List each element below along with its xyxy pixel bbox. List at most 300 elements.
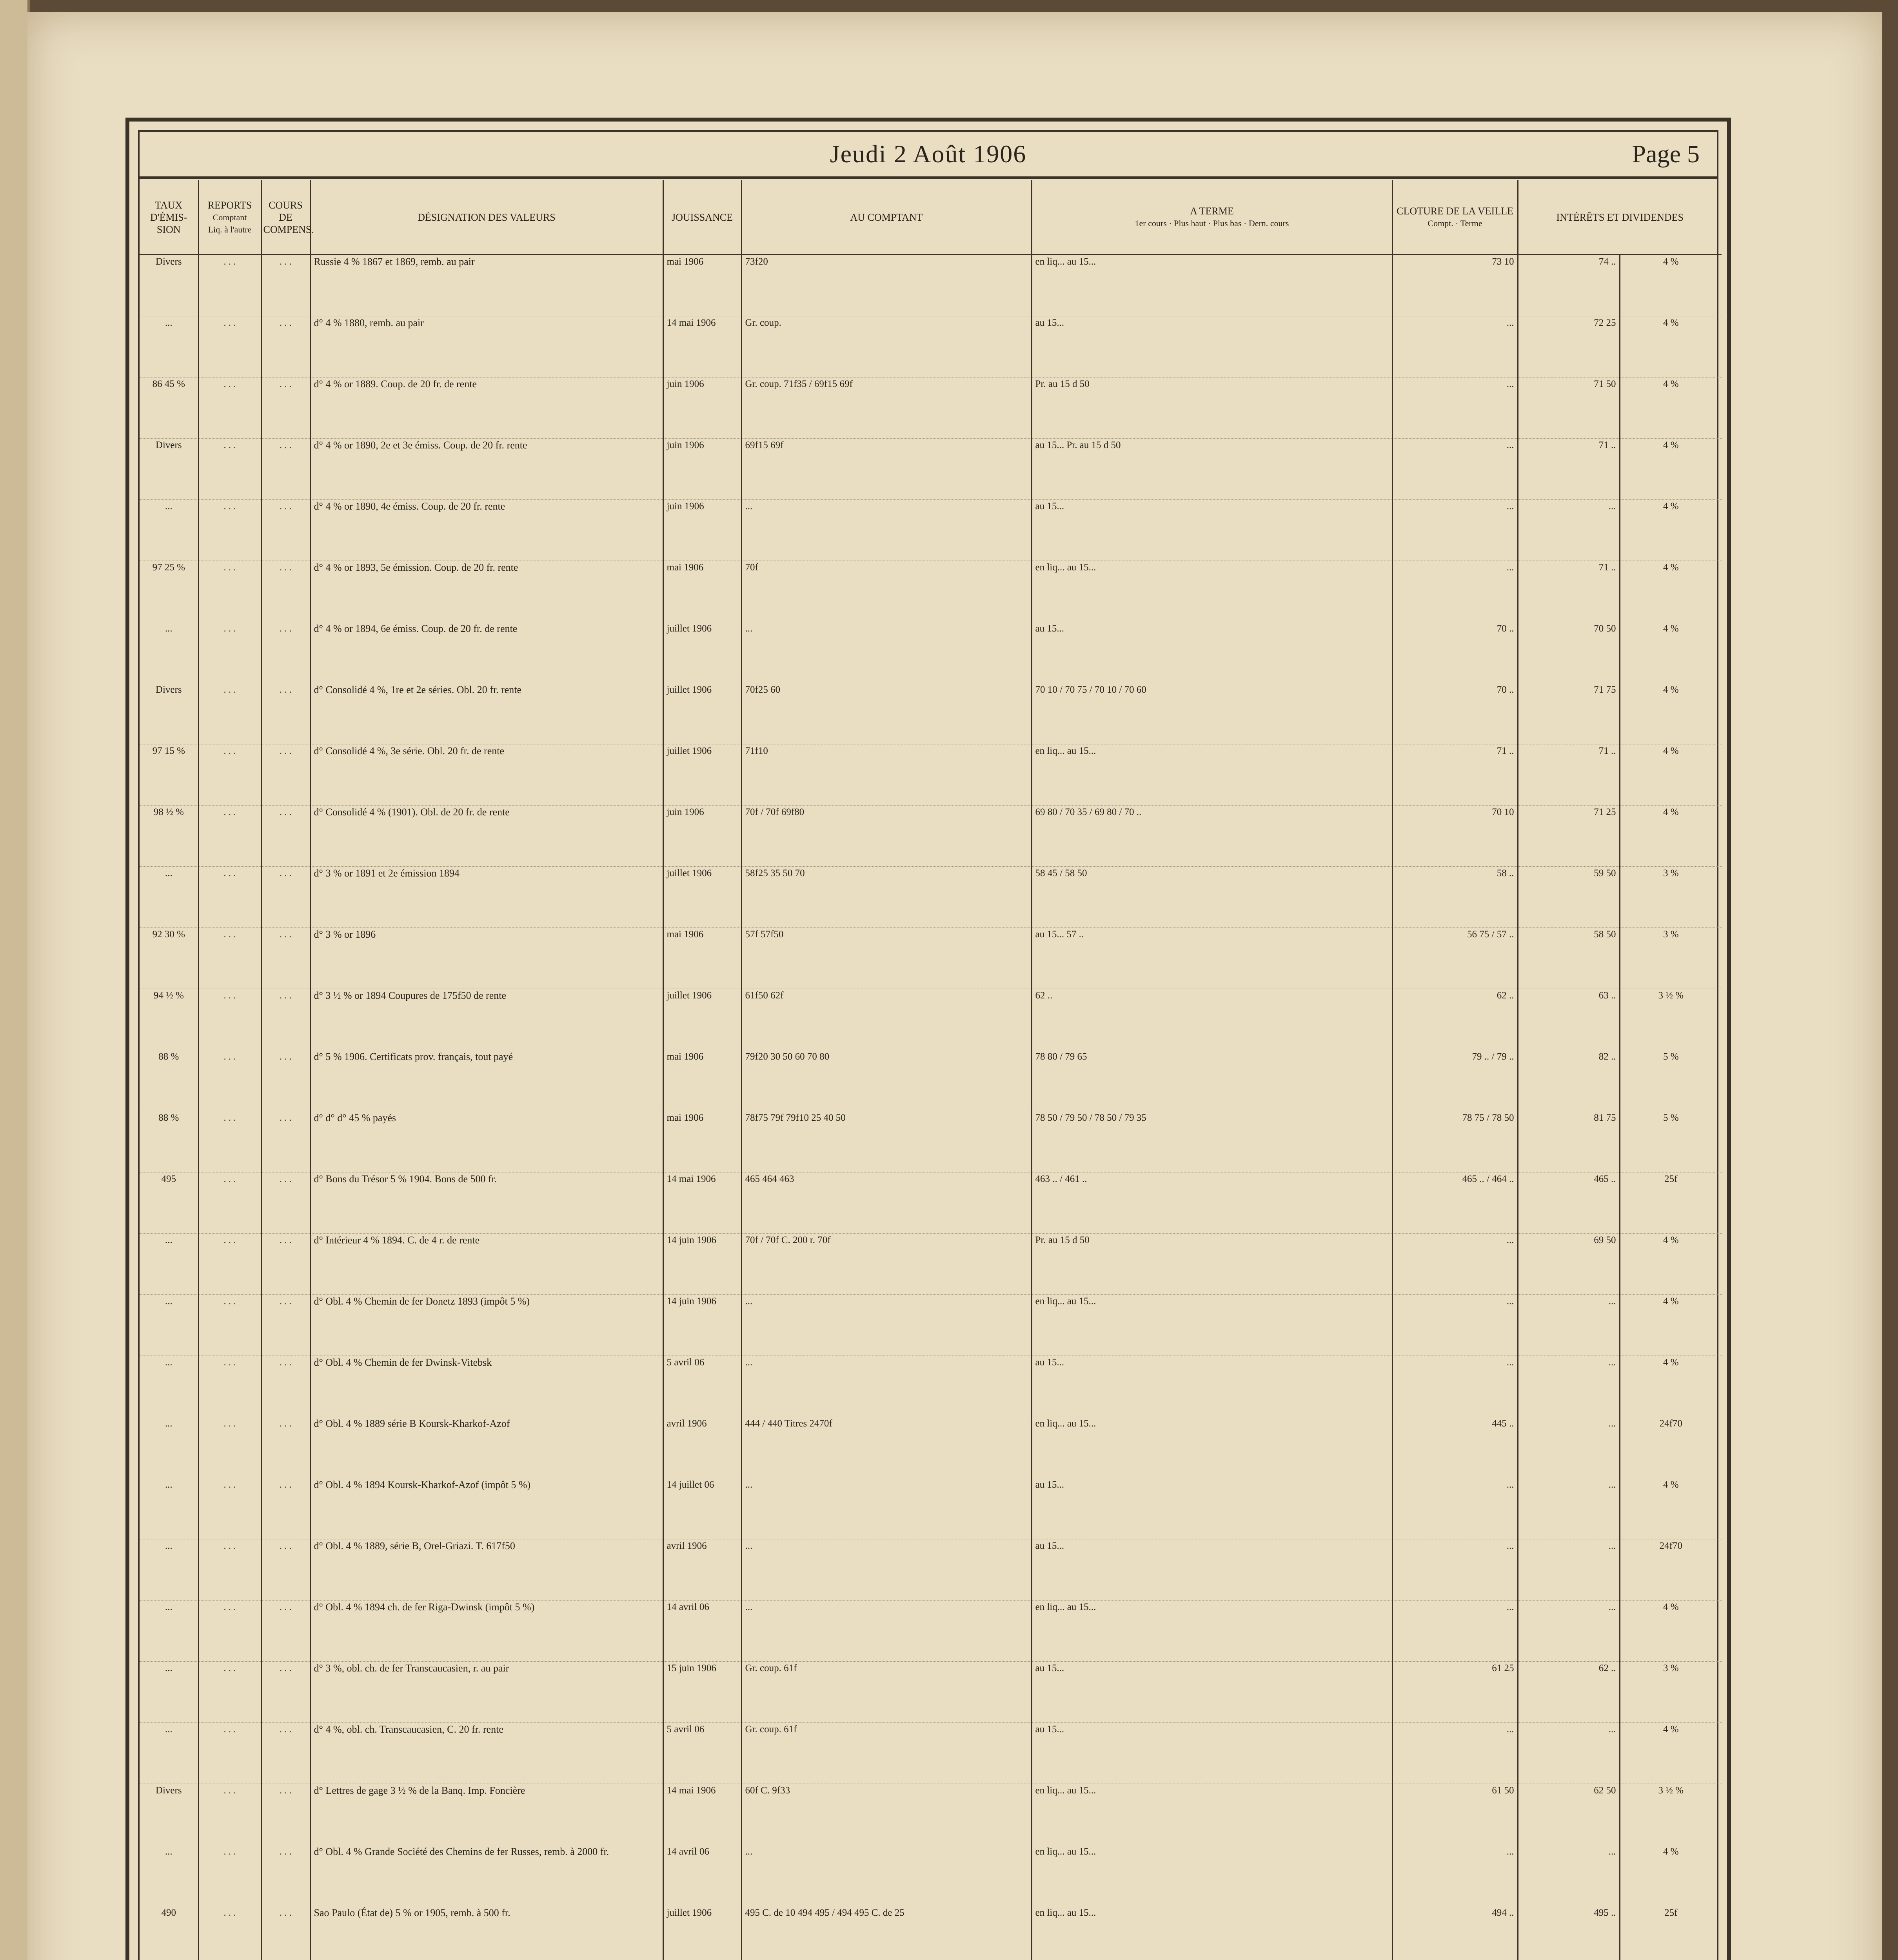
row-reports: . . .: [198, 622, 261, 683]
row-taux: ...: [140, 500, 198, 561]
row-jouissance: 14 mai 1906: [663, 316, 741, 377]
row-designation: d° 4 % or 1890, 2e et 3e émiss. Coup. de 20 fr. rente: [310, 439, 663, 500]
table-row: [140, 683, 1722, 744]
row-reports-liq: . . .: [261, 1662, 310, 1723]
row-jouissance: juillet 1906: [663, 683, 741, 744]
row-terme: Pr. au 15 d 50: [1032, 377, 1392, 439]
row-reports-liq: . . .: [261, 1539, 310, 1601]
row-cloture: ...: [1392, 500, 1518, 561]
table-row: [140, 1050, 1722, 1111]
row-reports-liq: . . .: [261, 1417, 310, 1478]
row-designation: d° Obl. 4 % Chemin de fer Dwinsk-Vitebsk: [310, 1356, 663, 1417]
row-reports: . . .: [198, 1601, 261, 1662]
header-terme: A TERME 1er cours · Plus haut · Plus bas · Dern. cours: [1032, 180, 1392, 255]
row-terme: en liq... au 15...: [1032, 1784, 1392, 1845]
row-reports-liq: . . .: [261, 928, 310, 989]
row-reports: . . .: [198, 316, 261, 377]
row-comptant: Gr. coup. 71f35 / 69f15 69f: [741, 377, 1032, 439]
header-taux: TAUX D'ÉMIS-SION: [140, 180, 198, 255]
table-row: [140, 500, 1722, 561]
row-reports-liq: . . .: [261, 1234, 310, 1295]
row-comptant: ...: [741, 1845, 1032, 1906]
row-terme: en liq... au 15...: [1032, 1295, 1392, 1356]
row-reports: . . .: [198, 500, 261, 561]
table-row: [140, 1478, 1722, 1539]
table-header-row: [140, 180, 1722, 255]
table-row: [140, 989, 1722, 1050]
row-designation: d° Obl. 4 % 1894 Koursk-Kharkof-Azof (impôt 5 %): [310, 1478, 663, 1539]
table-row: [140, 1539, 1722, 1601]
row-cours: 465 ..: [1518, 1172, 1620, 1234]
row-comptant: 78f75 79f 79f10 25 40 50: [741, 1111, 1032, 1172]
row-reports: . . .: [198, 683, 261, 744]
row-terme: en liq... au 15...: [1032, 1601, 1392, 1662]
row-reports: . . .: [198, 1723, 261, 1784]
row-reports: . . .: [198, 1234, 261, 1295]
table-row: [140, 439, 1722, 500]
row-terme: en liq... au 15...: [1032, 255, 1392, 316]
row-interet: 4 %: [1620, 1601, 1722, 1662]
page-edge: [0, 0, 30, 1960]
row-designation: d° d° d° 45 % payés: [310, 1111, 663, 1172]
row-interet: 4 %: [1620, 744, 1722, 806]
row-cloture: 61 25: [1392, 1662, 1518, 1723]
table-row: [140, 744, 1722, 806]
row-comptant: Gr. coup. 61f: [741, 1723, 1032, 1784]
row-reports: . . .: [198, 561, 261, 622]
row-cours: 71 ..: [1518, 744, 1620, 806]
header-cloture-compt: Compt.: [1428, 218, 1453, 228]
row-terme: 70 10 / 70 75 / 70 10 / 70 60: [1032, 683, 1392, 744]
header-terme-bas: Plus bas: [1213, 218, 1242, 228]
row-reports: . . .: [198, 1539, 261, 1601]
row-interet: 5 %: [1620, 1050, 1722, 1111]
row-reports-liq: . . .: [261, 744, 310, 806]
row-designation: Sao Paulo (État de) 5 % or 1905, remb. à 500 fr.: [310, 1906, 663, 1960]
row-terme: en liq... au 15...: [1032, 1845, 1392, 1906]
row-reports-liq: . . .: [261, 1845, 310, 1906]
row-comptant: 70f: [741, 561, 1032, 622]
securities-rows: [140, 255, 1722, 1960]
row-cours: 81 75: [1518, 1111, 1620, 1172]
page-date: Jeudi 2 Août 1906: [830, 140, 1027, 168]
page-number: Page 5: [1632, 140, 1700, 168]
row-cloture: ...: [1392, 1723, 1518, 1784]
header-rule: [140, 176, 1717, 179]
row-terme: en liq... au 15...: [1032, 744, 1392, 806]
row-cloture: 56 75 / 57 ..: [1392, 928, 1518, 989]
row-cloture: 73 10: [1392, 255, 1518, 316]
row-comptant: ...: [741, 622, 1032, 683]
row-jouissance: 15 juin 1906: [663, 1662, 741, 1723]
row-interet: 4 %: [1620, 1478, 1722, 1539]
table-row: [140, 1723, 1722, 1784]
row-reports: . . .: [198, 1111, 261, 1172]
row-cloture: 70 ..: [1392, 622, 1518, 683]
row-designation: d° Obl. 4 % Chemin de fer Donetz 1893 (impôt 5 %): [310, 1295, 663, 1356]
table-row: [140, 1356, 1722, 1417]
row-comptant: 57f 57f50: [741, 928, 1032, 989]
row-jouissance: juin 1906: [663, 806, 741, 867]
header-cloture-terme: Terme: [1460, 218, 1482, 228]
header-cours: COURS DE COMPENS.: [261, 180, 310, 255]
row-terme: 463 .. / 461 ..: [1032, 1172, 1392, 1234]
row-interet: 4 %: [1620, 439, 1722, 500]
row-terme: Pr. au 15 d 50: [1032, 1234, 1392, 1295]
row-comptant: 444 / 440 Titres 2470f: [741, 1417, 1032, 1478]
row-reports: . . .: [198, 1050, 261, 1111]
table-row: [140, 928, 1722, 989]
row-designation: d° 4 % 1880, remb. au pair: [310, 316, 663, 377]
header-reports-label: REPORTS: [207, 199, 252, 211]
row-comptant: 79f20 30 50 60 70 80: [741, 1050, 1032, 1111]
row-designation: d° 3 % or 1891 et 2e émission 1894: [310, 867, 663, 928]
row-cloture: ...: [1392, 1845, 1518, 1906]
row-designation: d° 4 % or 1894, 6e émiss. Coup. de 20 fr. de rente: [310, 622, 663, 683]
row-comptant: 73f20: [741, 255, 1032, 316]
row-designation: d° Obl. 4 % 1889 série B Koursk-Kharkof-Azof: [310, 1417, 663, 1478]
row-cours: 74 ..: [1518, 255, 1620, 316]
header-reports-liq: Liq. à l'autre: [208, 224, 252, 234]
row-taux: 97 25 %: [140, 561, 198, 622]
row-reports: . . .: [198, 928, 261, 989]
row-designation: d° 4 % or 1890, 4e émiss. Coup. de 20 fr. rente: [310, 500, 663, 561]
row-cloture: 465 .. / 464 ..: [1392, 1172, 1518, 1234]
row-reports-liq: . . .: [261, 1601, 310, 1662]
row-interet: 25f: [1620, 1172, 1722, 1234]
row-terme: au 15...: [1032, 500, 1392, 561]
row-cours: ...: [1518, 1417, 1620, 1478]
row-reports-liq: . . .: [261, 1906, 310, 1960]
row-interet: 24f70: [1620, 1417, 1722, 1478]
row-interet: 5 %: [1620, 1111, 1722, 1172]
row-jouissance: 14 juin 1906: [663, 1234, 741, 1295]
header-cloture-label: CLOTURE DE LA VEILLE: [1397, 205, 1513, 217]
row-comptant: ...: [741, 1295, 1032, 1356]
table-row: [140, 1906, 1722, 1960]
row-reports: . . .: [198, 867, 261, 928]
row-terme: au 15...: [1032, 1723, 1392, 1784]
table-row: [140, 1784, 1722, 1845]
row-jouissance: 14 mai 1906: [663, 1784, 741, 1845]
row-cloture: ...: [1392, 439, 1518, 500]
row-cloture: ...: [1392, 1478, 1518, 1539]
row-taux: ...: [140, 1723, 198, 1784]
header-comptant: AU COMPTANT: [741, 180, 1032, 255]
row-reports-liq: . . .: [261, 806, 310, 867]
table-row: [140, 1172, 1722, 1234]
row-taux: ...: [140, 1845, 198, 1906]
row-cours: ...: [1518, 1601, 1620, 1662]
price-list-frame: [125, 118, 1731, 1960]
row-reports: . . .: [198, 1295, 261, 1356]
row-designation: d° 5 % 1906. Certificats prov. français, tout payé: [310, 1050, 663, 1111]
row-cloture: 445 ..: [1392, 1417, 1518, 1478]
row-reports: . . .: [198, 1356, 261, 1417]
row-reports: . . .: [198, 989, 261, 1050]
row-reports-liq: . . .: [261, 1784, 310, 1845]
row-comptant: Gr. coup. 61f: [741, 1662, 1032, 1723]
row-designation: d° 4 %, obl. ch. Transcaucasien, C. 20 fr. rente: [310, 1723, 663, 1784]
row-interet: 4 %: [1620, 561, 1722, 622]
row-interet: 4 %: [1620, 683, 1722, 744]
row-reports: . . .: [198, 1417, 261, 1478]
row-cloture: ...: [1392, 316, 1518, 377]
row-reports-liq: . . .: [261, 500, 310, 561]
row-designation: d° 3 % or 1896: [310, 928, 663, 989]
header-reports-comptant: Comptant: [213, 212, 247, 222]
row-interet: 3 %: [1620, 928, 1722, 989]
row-interet: 4 %: [1620, 1295, 1722, 1356]
row-cours: 70 50: [1518, 622, 1620, 683]
row-jouissance: juillet 1906: [663, 867, 741, 928]
row-cours: ...: [1518, 500, 1620, 561]
row-comptant: ...: [741, 1356, 1032, 1417]
row-interet: 3 %: [1620, 867, 1722, 928]
row-jouissance: juillet 1906: [663, 989, 741, 1050]
table-row: [140, 1111, 1722, 1172]
row-cours: ...: [1518, 1295, 1620, 1356]
row-cloture: ...: [1392, 377, 1518, 439]
row-reports: . . .: [198, 1784, 261, 1845]
row-taux: Divers: [140, 683, 198, 744]
table-row: [140, 1234, 1722, 1295]
row-reports: . . .: [198, 806, 261, 867]
row-reports: . . .: [198, 1662, 261, 1723]
row-jouissance: avril 1906: [663, 1417, 741, 1478]
row-jouissance: 14 mai 1906: [663, 1172, 741, 1234]
row-reports-liq: . . .: [261, 989, 310, 1050]
row-cloture: ...: [1392, 561, 1518, 622]
row-jouissance: 14 avril 06: [663, 1845, 741, 1906]
row-terme: 69 80 / 70 35 / 69 80 / 70 ..: [1032, 806, 1392, 867]
row-taux: ...: [140, 1478, 198, 1539]
table-row: [140, 1662, 1722, 1723]
row-cloture: 494 ..: [1392, 1906, 1518, 1960]
row-cours: 71 ..: [1518, 439, 1620, 500]
row-designation: d° Consolidé 4 %, 3e série. Obl. 20 fr. de rente: [310, 744, 663, 806]
row-taux: ...: [140, 867, 198, 928]
row-reports-liq: . . .: [261, 255, 310, 316]
row-terme: en liq... au 15...: [1032, 561, 1392, 622]
row-interet: 4 %: [1620, 255, 1722, 316]
row-cloture: ...: [1392, 1234, 1518, 1295]
row-taux: ...: [140, 1417, 198, 1478]
row-reports: . . .: [198, 1172, 261, 1234]
row-reports-liq: . . .: [261, 1723, 310, 1784]
row-cloture: 70 ..: [1392, 683, 1518, 744]
row-comptant: 71f10: [741, 744, 1032, 806]
row-taux: ...: [140, 622, 198, 683]
row-terme: 62 ..: [1032, 989, 1392, 1050]
row-terme: en liq... au 15...: [1032, 1906, 1392, 1960]
row-designation: d° Lettres de gage 3 ½ % de la Banq. Imp. Foncière: [310, 1784, 663, 1845]
row-terme: 58 45 / 58 50: [1032, 867, 1392, 928]
row-interet: 4 %: [1620, 377, 1722, 439]
row-reports: . . .: [198, 1478, 261, 1539]
row-cloture: ...: [1392, 1295, 1518, 1356]
row-terme: au 15...: [1032, 1356, 1392, 1417]
row-terme: 78 50 / 79 50 / 78 50 / 79 35: [1032, 1111, 1392, 1172]
securities-table: [140, 180, 1722, 1960]
table-row: [140, 1295, 1722, 1356]
row-reports-liq: . . .: [261, 1172, 310, 1234]
table-row: [140, 1417, 1722, 1478]
row-jouissance: juin 1906: [663, 377, 741, 439]
table-row: [140, 561, 1722, 622]
table-row: [140, 867, 1722, 928]
header-terme-label: A TERME: [1190, 205, 1234, 217]
row-cloture: 61 50: [1392, 1784, 1518, 1845]
header-reports: [198, 180, 261, 255]
row-jouissance: 5 avril 06: [663, 1723, 741, 1784]
row-taux: 98 ½ %: [140, 806, 198, 867]
row-cours: ...: [1518, 1356, 1620, 1417]
row-interet: 4 %: [1620, 1845, 1722, 1906]
row-interet: 3 %: [1620, 1662, 1722, 1723]
row-interet: 4 %: [1620, 622, 1722, 683]
header-designation: DÉSIGNATION DES VALEURS: [310, 180, 663, 255]
row-interet: 25f: [1620, 1906, 1722, 1960]
row-jouissance: 5 avril 06: [663, 1356, 741, 1417]
row-jouissance: mai 1906: [663, 1050, 741, 1111]
table-row: [140, 1601, 1722, 1662]
row-cours: 71 50: [1518, 377, 1620, 439]
row-designation: Russie 4 % 1867 et 1869, remb. au pair: [310, 255, 663, 316]
row-reports-liq: . . .: [261, 1478, 310, 1539]
row-interet: 4 %: [1620, 1723, 1722, 1784]
row-designation: d° 3 %, obl. ch. de fer Transcaucasien, r. au pair: [310, 1662, 663, 1723]
row-cloture: ...: [1392, 1539, 1518, 1601]
header-jouissance: JOUISSANCE: [663, 180, 741, 255]
row-reports-liq: . . .: [261, 316, 310, 377]
row-cours: ...: [1518, 1539, 1620, 1601]
row-cours: 63 ..: [1518, 989, 1620, 1050]
row-jouissance: juillet 1906: [663, 744, 741, 806]
row-reports-liq: . . .: [261, 439, 310, 500]
row-cours: ...: [1518, 1723, 1620, 1784]
row-interet: 4 %: [1620, 316, 1722, 377]
row-reports-liq: . . .: [261, 1111, 310, 1172]
row-cours: 58 50: [1518, 928, 1620, 989]
row-jouissance: 14 juin 1906: [663, 1295, 741, 1356]
table-row: [140, 1845, 1722, 1906]
row-taux: 94 ½ %: [140, 989, 198, 1050]
row-comptant: Gr. coup.: [741, 316, 1032, 377]
row-terme: au 15...: [1032, 1478, 1392, 1539]
row-reports: . . .: [198, 744, 261, 806]
header-cloture: CLOTURE DE LA VEILLE Compt. · Terme: [1392, 180, 1518, 255]
row-jouissance: 14 avril 06: [663, 1601, 741, 1662]
row-jouissance: juin 1906: [663, 500, 741, 561]
row-taux: Divers: [140, 439, 198, 500]
row-comptant: 495 C. de 10 494 495 / 494 495 C. de 25: [741, 1906, 1032, 1960]
row-taux: 88 %: [140, 1050, 198, 1111]
row-designation: d° 4 % or 1893, 5e émission. Coup. de 20 fr. rente: [310, 561, 663, 622]
row-taux: Divers: [140, 255, 198, 316]
row-cours: 495 ..: [1518, 1906, 1620, 1960]
row-cours: 71 ..: [1518, 561, 1620, 622]
row-designation: d° Intérieur 4 % 1894. C. de 4 r. de rente: [310, 1234, 663, 1295]
row-comptant: ...: [741, 1601, 1032, 1662]
row-terme: au 15...: [1032, 316, 1392, 377]
row-cours: 69 50: [1518, 1234, 1620, 1295]
row-cloture: 70 10: [1392, 806, 1518, 867]
row-jouissance: mai 1906: [663, 561, 741, 622]
row-comptant: 70f / 70f 69f80: [741, 806, 1032, 867]
row-cloture: 58 ..: [1392, 867, 1518, 928]
row-terme: en liq... au 15...: [1032, 1417, 1392, 1478]
row-comptant: ...: [741, 1539, 1032, 1601]
row-terme: au 15...: [1032, 1662, 1392, 1723]
row-interet: 3 ½ %: [1620, 1784, 1722, 1845]
row-designation: d° Consolidé 4 %, 1re et 2e séries. Obl. 20 fr. rente: [310, 683, 663, 744]
row-terme: au 15...: [1032, 1539, 1392, 1601]
row-taux: ...: [140, 1234, 198, 1295]
header-terme-haut: Plus haut: [1174, 218, 1206, 228]
row-reports: . . .: [198, 1845, 261, 1906]
row-cours: 72 25: [1518, 316, 1620, 377]
row-taux: 92 30 %: [140, 928, 198, 989]
row-reports: . . .: [198, 255, 261, 316]
row-jouissance: avril 1906: [663, 1539, 741, 1601]
row-cours: 62 ..: [1518, 1662, 1620, 1723]
row-cours: ...: [1518, 1845, 1620, 1906]
table-row: [140, 377, 1722, 439]
row-reports-liq: . . .: [261, 867, 310, 928]
row-interet: 24f70: [1620, 1539, 1722, 1601]
row-comptant: 465 464 463: [741, 1172, 1032, 1234]
row-taux: ...: [140, 316, 198, 377]
row-designation: d° Consolidé 4 % (1901). Obl. de 20 fr. de rente: [310, 806, 663, 867]
row-jouissance: mai 1906: [663, 255, 741, 316]
row-taux: ...: [140, 1539, 198, 1601]
row-comptant: 60f C. 9f33: [741, 1784, 1032, 1845]
row-interet: 4 %: [1620, 806, 1722, 867]
row-reports-liq: . . .: [261, 622, 310, 683]
row-jouissance: juillet 1906: [663, 1906, 741, 1960]
row-cloture: 62 ..: [1392, 989, 1518, 1050]
row-cloture: 71 ..: [1392, 744, 1518, 806]
row-cours: 71 75: [1518, 683, 1620, 744]
header-interets: INTÉRÊTS ET DIVIDENDES: [1518, 180, 1722, 255]
row-designation: d° 3 ½ % or 1894 Coupures de 175f50 de rente: [310, 989, 663, 1050]
header-terme-dernier: Dern. cours: [1248, 218, 1289, 228]
row-cours: 59 50: [1518, 867, 1620, 928]
row-reports-liq: . . .: [261, 561, 310, 622]
row-designation: d° Obl. 4 % Grande Société des Chemins de fer Russes, remb. à 2000 fr.: [310, 1845, 663, 1906]
row-terme: au 15... 57 ..: [1032, 928, 1392, 989]
newspaper-page: [27, 12, 1882, 1960]
row-interet: 4 %: [1620, 1356, 1722, 1417]
row-taux: ...: [140, 1295, 198, 1356]
row-designation: d° Obl. 4 % 1889, série B, Orel-Griazi. T. 617f50: [310, 1539, 663, 1601]
row-cloture: ...: [1392, 1601, 1518, 1662]
row-cours: 82 ..: [1518, 1050, 1620, 1111]
row-comptant: 70f25 60: [741, 683, 1032, 744]
row-designation: d° Obl. 4 % 1894 ch. de fer Riga-Dwinsk (impôt 5 %): [310, 1601, 663, 1662]
row-reports: . . .: [198, 377, 261, 439]
row-comptant: 70f / 70f C. 200 r. 70f: [741, 1234, 1032, 1295]
row-taux: ...: [140, 1601, 198, 1662]
row-cours: 62 50: [1518, 1784, 1620, 1845]
row-terme: au 15...: [1032, 622, 1392, 683]
row-comptant: 61f50 62f: [741, 989, 1032, 1050]
row-taux: ...: [140, 1356, 198, 1417]
row-interet: 4 %: [1620, 500, 1722, 561]
row-taux: Divers: [140, 1784, 198, 1845]
row-reports-liq: . . .: [261, 377, 310, 439]
